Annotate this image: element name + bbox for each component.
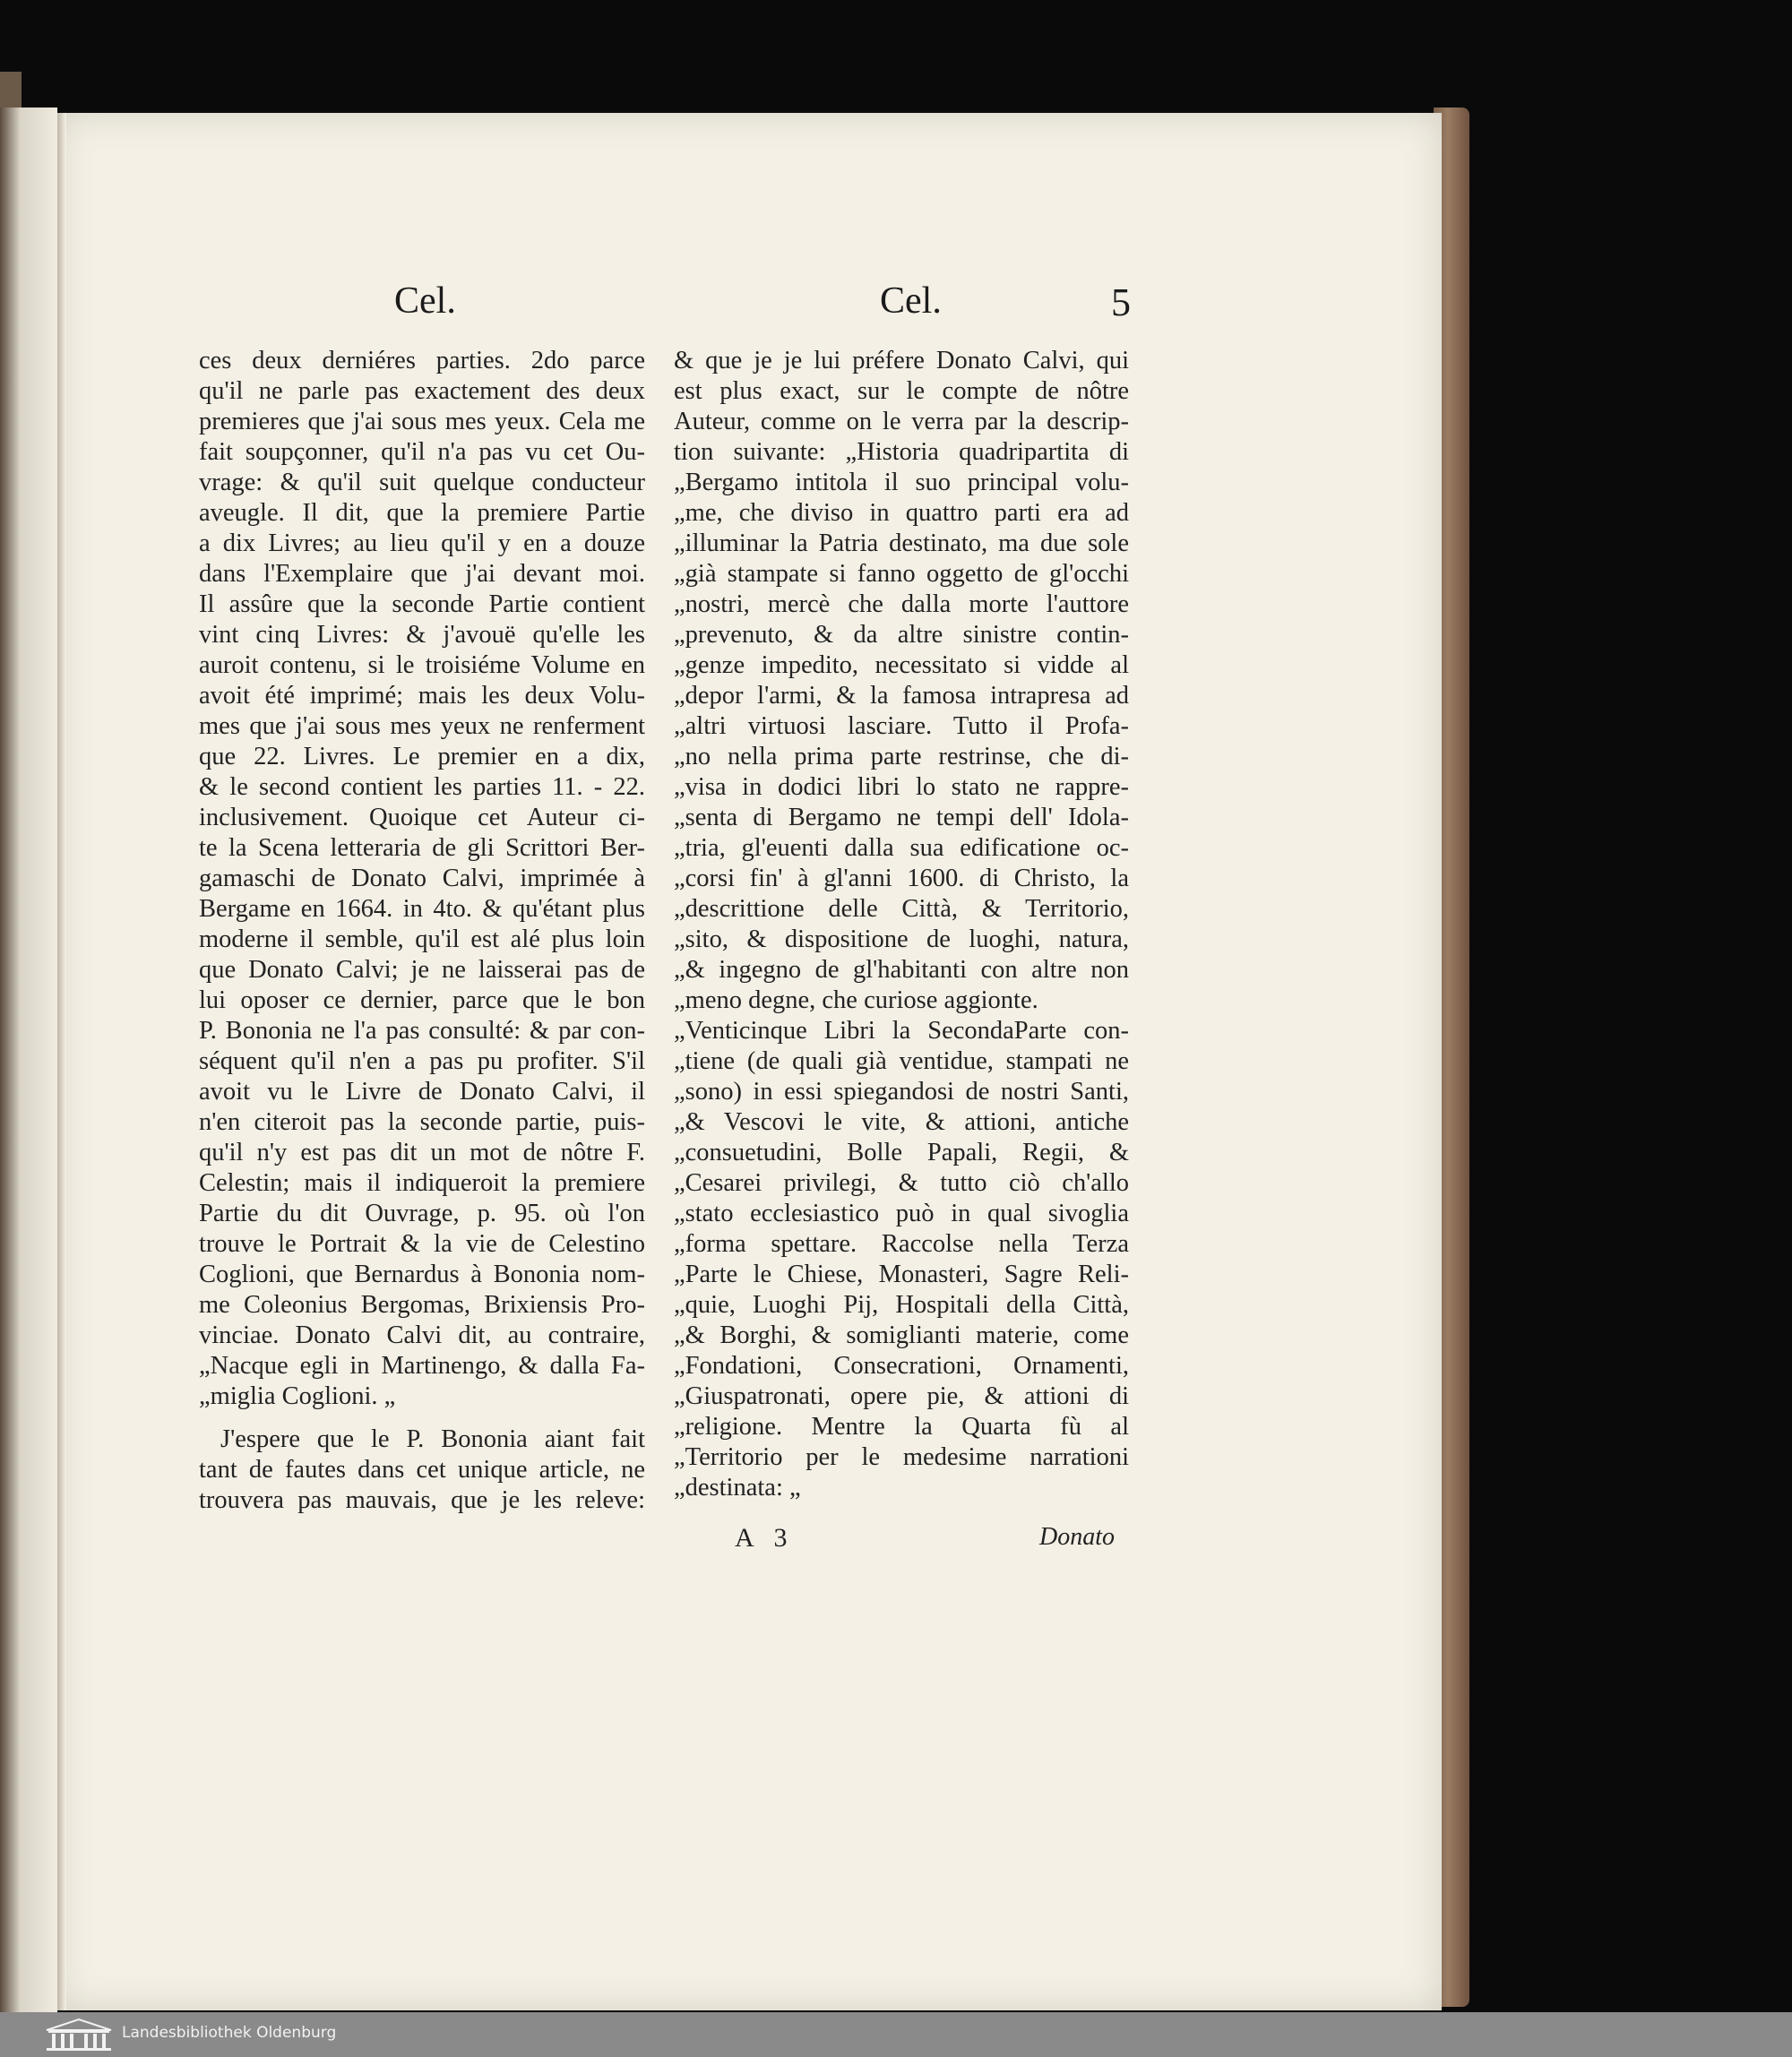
text-line: qu'il n'y est pas dit un mot de nôtre F. — [199, 1139, 645, 1166]
text-line: „meno degne, che curiose aggionte. — [674, 986, 1038, 1014]
text-line: „& ingegno de gl'habitanti con altre non — [674, 956, 1129, 984]
text-line: & que je je lui préfere Donato Calvi, qui — [674, 347, 1129, 374]
text-line: fait soupçonner, qu'il n'a pas vu cet Ou- — [199, 438, 645, 466]
text-line: premieres que j'ai sous mes yeux. Cela me — [199, 408, 645, 435]
text-line: „& Borghi, & somiglianti materie, come — [674, 1321, 1129, 1349]
library-building-icon — [43, 2018, 115, 2052]
text-line: „Bergamo intitola il suo principal volu- — [674, 469, 1129, 496]
left-text-column — [199, 346, 645, 1516]
text-line: Coglioni, que Bernardus à Bononia nom- — [199, 1261, 645, 1288]
text-line: séquent qu'il n'en a pas pu profiter. S'il — [199, 1047, 645, 1075]
left-page-edge — [0, 108, 57, 2012]
text-line: moderne il semble, qu'il est alé plus loin — [199, 925, 645, 953]
text-line: „me, che diviso in quattro parti era ad — [674, 499, 1129, 527]
text-line: „sito, & dispositione de luoghi, natura, — [674, 925, 1129, 953]
text-line: avoit été imprimé; mais les deux Volu- — [199, 682, 645, 710]
text-line: „Cesarei privilegi, & tutto ciò ch'allo — [674, 1169, 1129, 1197]
text-line: mes que j'ai sous mes yeux ne renferment — [199, 712, 645, 740]
text-line: „illuminar la Patria destinato, ma due sole — [674, 529, 1129, 557]
running-head-left: Cel. — [394, 280, 456, 322]
text-line: est plus exact, sur le compte de nôtre — [674, 377, 1129, 405]
paragraph-gap — [199, 1412, 645, 1424]
text-line: „tiene (de quali già ventidue, stampati ne — [674, 1047, 1129, 1075]
library-name: Landesbibliothek Oldenburg — [122, 2024, 337, 2042]
text-line: avoit vu le Livre de Donato Calvi, il — [199, 1078, 645, 1106]
text-line: „genze impedito, necessitato si vidde al — [674, 651, 1129, 679]
text-line: Partie du dit Ouvrage, p. 95. où l'on — [199, 1200, 645, 1227]
text-line: ces deux derniéres parties. 2do parce — [199, 347, 645, 374]
text-line: trouve le Portrait & la vie de Celestino — [199, 1230, 645, 1258]
text-line: P. Bononia ne l'a pas consulté: & par con- — [199, 1017, 645, 1045]
text-line: „Fondationi, Consecrationi, Ornamenti, — [674, 1352, 1129, 1380]
right-text-column — [674, 346, 1129, 1503]
text-line: „miglia Coglioni. „ — [199, 1382, 396, 1410]
catchword: Donato — [1039, 1523, 1115, 1551]
text-line: „visa in dodici libri lo stato ne rappre- — [674, 773, 1129, 801]
text-line: „Nacque egli in Martinengo, & dalla Fa- — [199, 1352, 645, 1380]
text-line: aveugle. Il dit, que la premiere Partie — [199, 499, 645, 527]
text-line: „nostri, mercè che dalla morte l'auttore — [674, 590, 1129, 618]
text-line: me Coleonius Bergomas, Brixiensis Pro- — [199, 1291, 645, 1319]
text-line: inclusivement. Quoique cet Auteur ci- — [199, 804, 645, 831]
text-line: que Donato Calvi; je ne laisserai pas de — [199, 956, 645, 984]
text-line: „descrittione delle Città, & Territorio, — [674, 895, 1129, 923]
text-line: & le second contient les parties 11. - 22. — [199, 773, 645, 801]
text-line: „consuetudini, Bolle Papali, Regii, & — [674, 1139, 1129, 1166]
text-line: „già stampate si fanno oggetto de gl'occhi — [674, 560, 1129, 588]
text-line: „sono) in essi spiegandosi de nostri Santi, — [674, 1078, 1129, 1106]
text-line: trouvera pas mauvais, que je les releve: — [199, 1486, 645, 1514]
text-line: Auteur, comme on le verra par la descrip- — [674, 408, 1129, 435]
text-line: tant de fautes dans cet unique article, ne — [199, 1456, 645, 1484]
text-line: n'en citeroit pas la seconde partie, puis- — [199, 1108, 645, 1136]
text-line: „Territorio per le medesime narrationi — [674, 1443, 1129, 1471]
text-line: „tria, gl'euenti dalla sua edificatione oc- — [674, 834, 1129, 862]
text-line: „Parte le Chiese, Monasteri, Sagre Reli- — [674, 1261, 1129, 1288]
text-line: „depor l'armi, & la famosa intrapresa ad — [674, 682, 1129, 710]
page-number: 5 — [1111, 280, 1131, 324]
text-line: Bergame en 1664. in 4to. & qu'étant plus — [199, 895, 645, 923]
text-line: a dix Livres; au lieu qu'il y en a douze — [199, 529, 645, 557]
text-line: Celestin; mais il indiqueroit la premiere — [199, 1169, 645, 1197]
text-line: „destinata: „ — [674, 1474, 801, 1502]
signature-mark: A 3 — [735, 1523, 795, 1553]
text-line: vrage: & qu'il suit quelque conducteur — [199, 469, 645, 496]
text-line: J'espere que le P. Bononia aiant fait — [220, 1425, 645, 1453]
text-line: auroit contenu, si le troisiéme Volume en — [199, 651, 645, 679]
page-gutter-shadow — [57, 113, 66, 2010]
text-line: tion suivante: „Historia quadripartita di — [674, 438, 1129, 466]
text-line: lui oposer ce dernier, parce que le bon — [199, 986, 645, 1014]
text-line: „stato ecclesiastico può in qual sivoglia — [674, 1200, 1129, 1227]
text-line: que 22. Livres. Le premier en a dix, — [199, 743, 645, 770]
text-line: „& Vescovi le vite, & attioni, antiche — [674, 1108, 1129, 1136]
text-line: „quie, Luoghi Pij, Hospitali della Città, — [674, 1291, 1129, 1319]
text-line: vinciae. Donato Calvi dit, au contraire, — [199, 1321, 645, 1349]
text-line: „Giuspatronati, opere pie, & attioni di — [674, 1382, 1129, 1410]
text-line: gamaschi de Donato Calvi, imprimée à — [199, 865, 645, 892]
text-line: qu'il ne parle pas exactement des deux — [199, 377, 645, 405]
running-head-right: Cel. — [880, 280, 942, 322]
text-line: Il assûre que la seconde Partie contient — [199, 590, 645, 618]
text-line: „no nella prima parte restrinse, che di- — [674, 743, 1129, 770]
text-line: „corsi fin' à gl'anni 1600. di Christo, la — [674, 865, 1129, 892]
text-line: „Venticinque Libri la SecondaParte con- — [674, 1017, 1129, 1045]
text-line: „religione. Mentre la Quarta fù al — [674, 1413, 1129, 1441]
text-line: „senta di Bergamo ne tempi dell' Idola- — [674, 804, 1129, 831]
text-line: „prevenuto, & da altre sinistre contin- — [674, 621, 1129, 649]
text-line: „forma spettare. Raccolse nella Terza — [674, 1230, 1129, 1258]
text-line: vint cinq Livres: & j'avouë qu'elle les — [199, 621, 645, 649]
text-line: dans l'Exemplaire que j'ai devant moi. — [199, 560, 645, 588]
text-line: te la Scena letteraria de gli Scrittori Ber- — [199, 834, 645, 862]
text-line: „altri virtuosi lasciare. Tutto il Profa- — [674, 712, 1129, 740]
